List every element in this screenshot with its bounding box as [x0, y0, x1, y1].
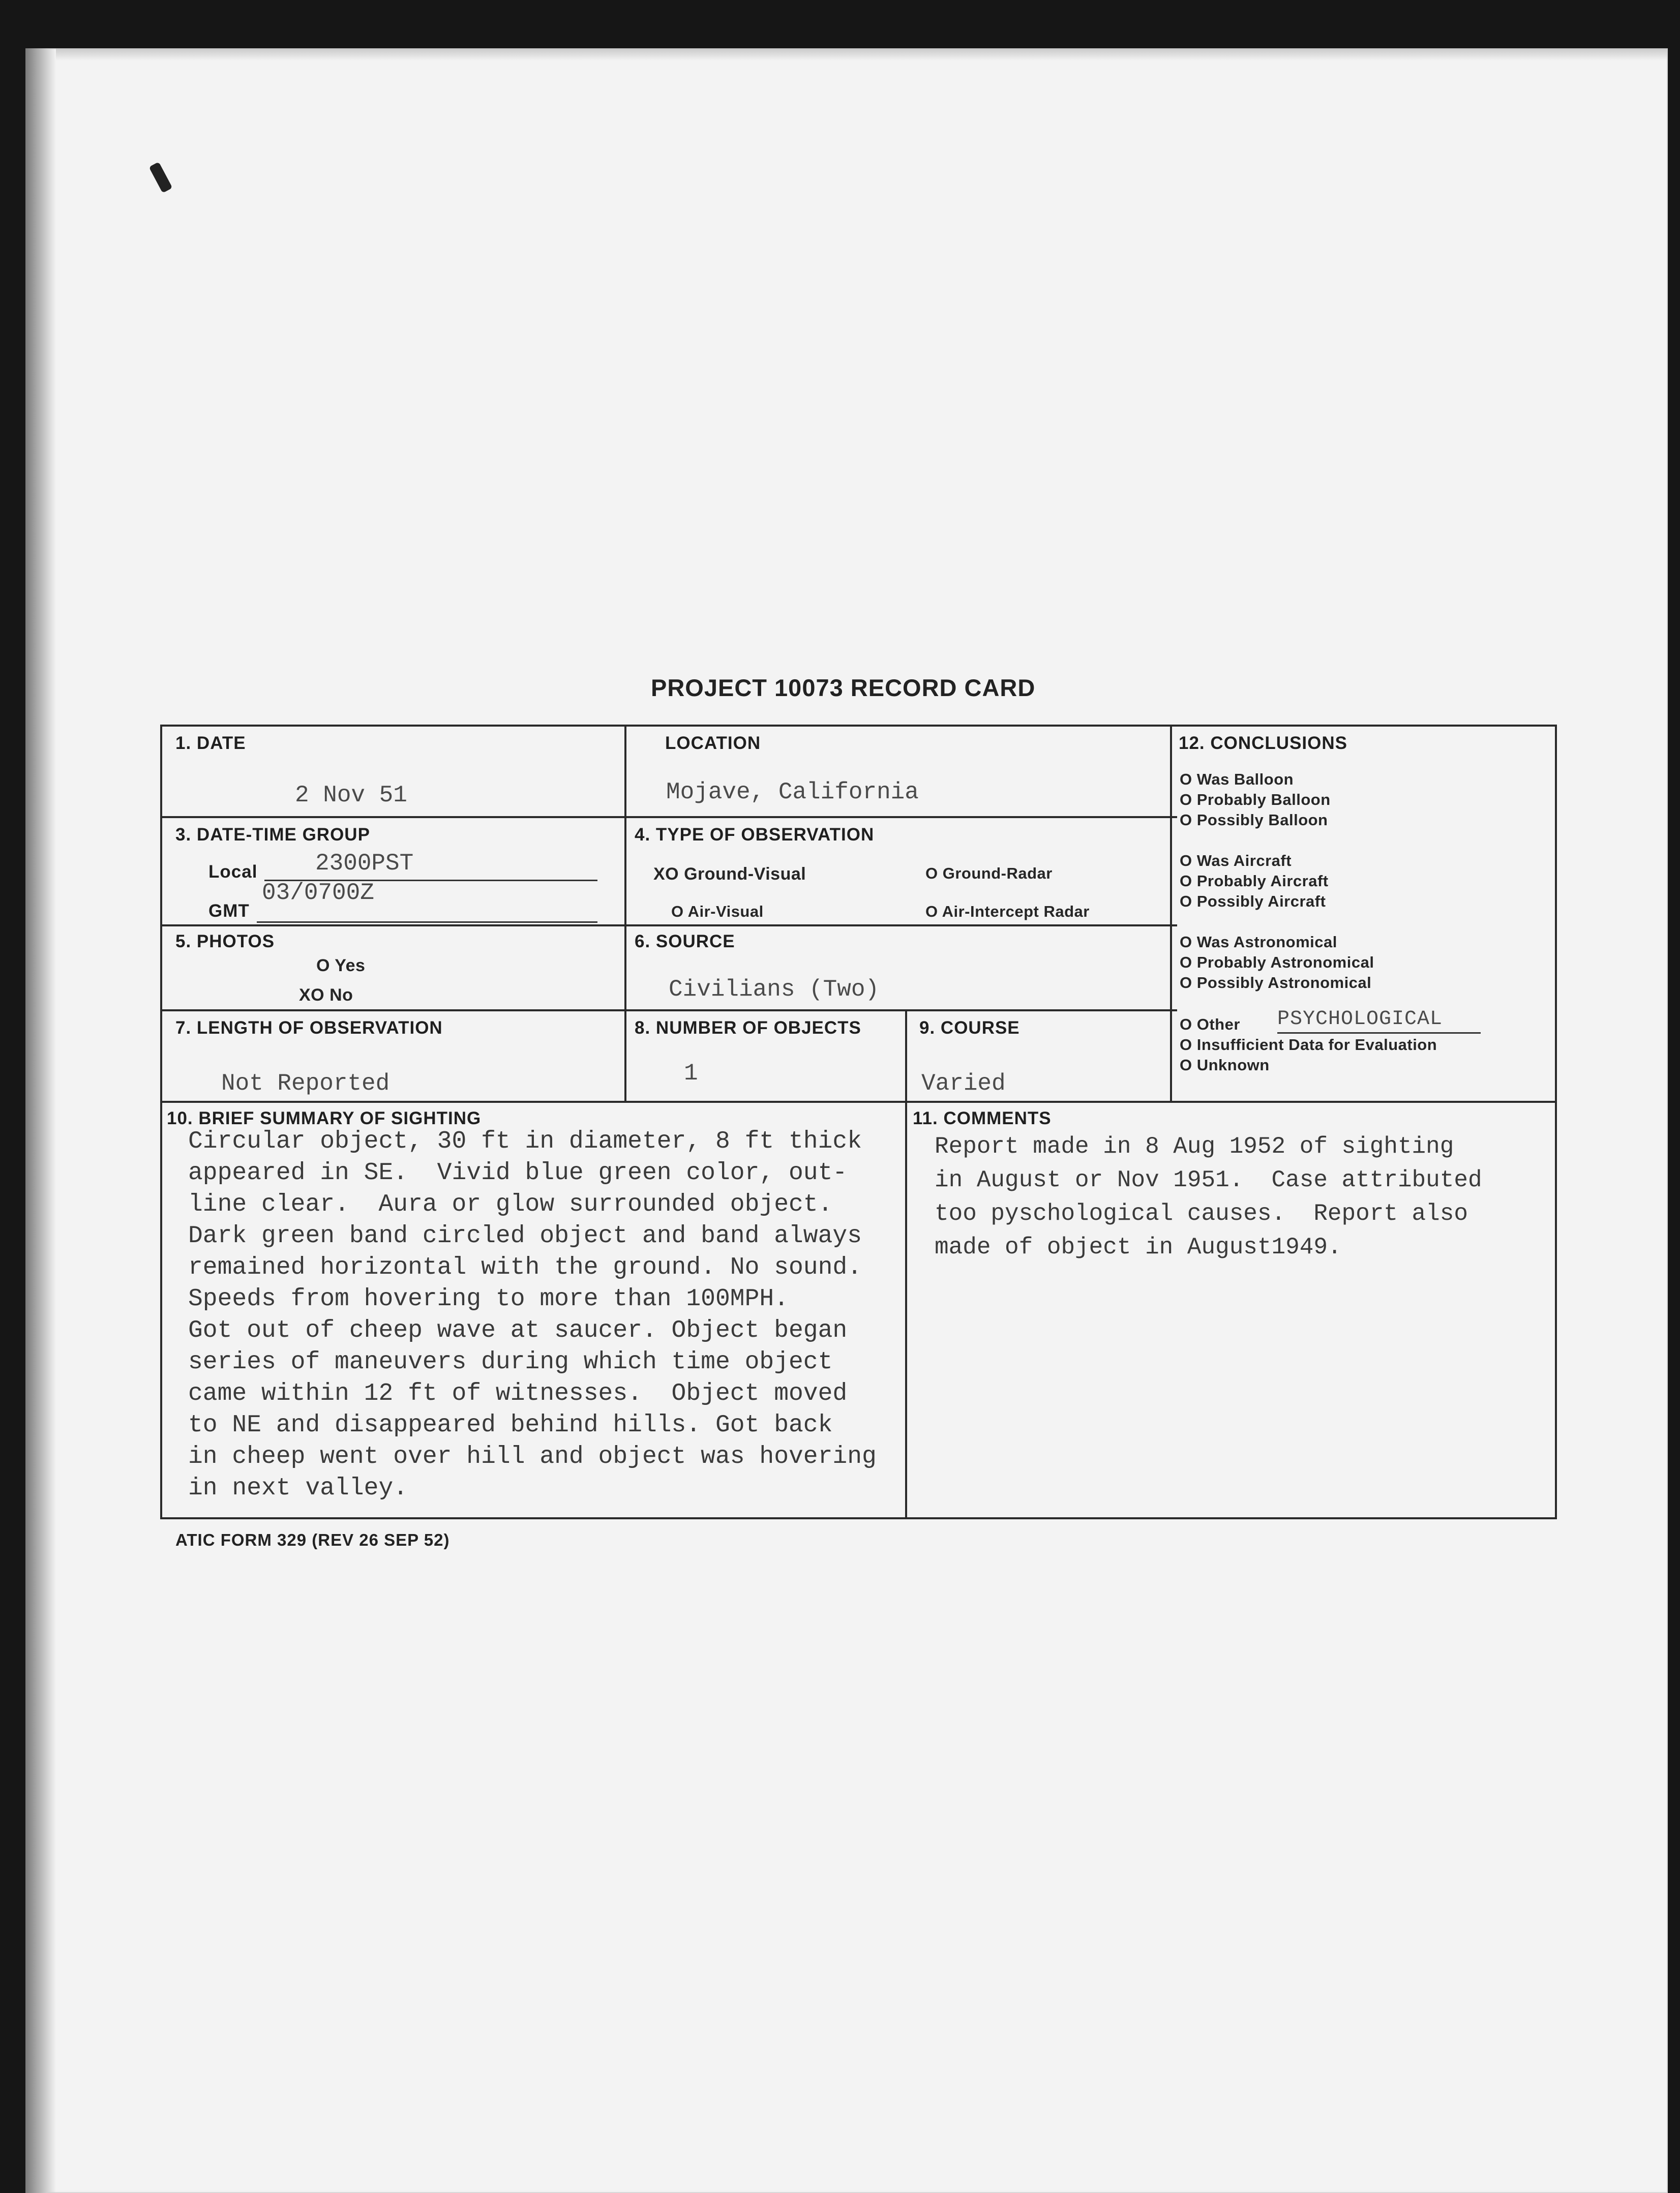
row-divider-3 — [160, 1009, 1177, 1011]
location-value: Mojave, California — [666, 779, 919, 805]
air-visual-checkbox: O Air-Visual — [671, 903, 764, 920]
length-of-observation-value: Not Reported — [221, 1070, 390, 1097]
comments-label: 11. COMMENTS — [913, 1108, 1052, 1128]
conclusion-was-aircraft: O Was Aircraft — [1180, 852, 1292, 869]
conclusion-other: O Other — [1180, 1015, 1240, 1033]
course-label: 9. COURSE — [919, 1018, 1020, 1038]
conclusion-other-value: PSYCHOLOGICAL — [1277, 1008, 1443, 1031]
conclusion-was-balloon: O Was Balloon — [1180, 770, 1294, 788]
photos-label: 5. PHOTOS — [175, 932, 275, 951]
location-label: LOCATION — [665, 733, 761, 753]
date-label: 1. DATE — [175, 733, 246, 753]
sheet-edge-shadow — [25, 48, 56, 2193]
source-value: Civilians (Two) — [669, 976, 880, 1003]
card-title: PROJECT 10073 RECORD CARD — [651, 674, 1036, 701]
row-divider-1 — [160, 816, 1177, 818]
row-divider-2 — [160, 924, 1177, 926]
conclusion-possibly-astronomical: O Possibly Astronomical — [1180, 974, 1372, 992]
type-of-observation-label: 4. TYPE OF OBSERVATION — [635, 825, 875, 845]
local-time-value: 2300PST — [315, 850, 414, 877]
gmt-underline — [257, 921, 597, 923]
number-of-objects-value: 1 — [684, 1060, 698, 1087]
conclusion-probably-aircraft: O Probably Aircraft — [1180, 872, 1329, 890]
gmt-label: GMT — [208, 901, 250, 921]
local-time-label: Local — [208, 862, 258, 882]
date-time-group-label: 3. DATE-TIME GROUP — [175, 825, 370, 845]
length-of-observation-label: 7. LENGTH OF OBSERVATION — [175, 1018, 443, 1038]
source-label: 6. SOURCE — [635, 932, 735, 951]
sheet-top-edge — [56, 48, 1668, 61]
course-value: Varied — [921, 1070, 1006, 1097]
conclusion-unknown: O Unknown — [1180, 1056, 1270, 1074]
date-value: 2 Nov 51 — [295, 782, 407, 808]
col-divider-3 — [905, 1009, 907, 1519]
photos-no-checkbox: XO No — [299, 985, 353, 1005]
conclusion-insufficient-data: O Insufficient Data for Evaluation — [1180, 1036, 1437, 1054]
conclusion-possibly-balloon: O Possibly Balloon — [1180, 811, 1328, 829]
ground-radar-checkbox: O Ground-Radar — [925, 864, 1053, 882]
col-divider-1 — [624, 725, 626, 1101]
conclusion-probably-astronomical: O Probably Astronomical — [1180, 953, 1374, 971]
conclusion-probably-balloon: O Probably Balloon — [1180, 791, 1331, 808]
conclusions-label: 12. CONCLUSIONS — [1179, 733, 1347, 753]
number-of-objects-label: 8. NUMBER OF OBJECTS — [635, 1018, 861, 1038]
row-divider-4 — [160, 1101, 1557, 1103]
photos-yes-checkbox: O Yes — [316, 956, 366, 975]
col-divider-2 — [1170, 725, 1172, 1101]
air-intercept-radar-checkbox: O Air-Intercept Radar — [925, 903, 1090, 920]
conclusion-other-underline — [1277, 1032, 1481, 1034]
comments-text: Report made in 8 Aug 1952 of sighting in August or Nov 1951. Case attributed too pyschological causes. Report also made of object in August1949. — [935, 1133, 1482, 1260]
conclusion-possibly-aircraft: O Possibly Aircraft — [1180, 892, 1326, 910]
ground-visual-checkbox: XO Ground-Visual — [653, 864, 806, 884]
form-identifier: ATIC FORM 329 (REV 26 SEP 52) — [175, 1530, 450, 1549]
summary-text: Circular object, 30 ft in diameter, 8 ft thick appeared in SE. Vivid blue green color, out- line clear. Aura or glow surrounded object. Dark green band circled object and band always remained horizontal with the ground. No sound. Speeds from hovering to more than 100MPH. Got out of cheep wave at saucer. Object began series of maneuvers during which time object came within 12 ft of witnesses. Object moved to NE and disappeared behind hills. Got back in cheep went over hill and object was hovering in next valley. — [188, 1128, 877, 1502]
conclusion-was-astronomical: O Was Astronomical — [1180, 933, 1337, 951]
summary-label: 10. BRIEF SUMMARY OF SIGHTING — [167, 1108, 482, 1128]
gmt-value: 03/0700Z — [262, 880, 374, 906]
